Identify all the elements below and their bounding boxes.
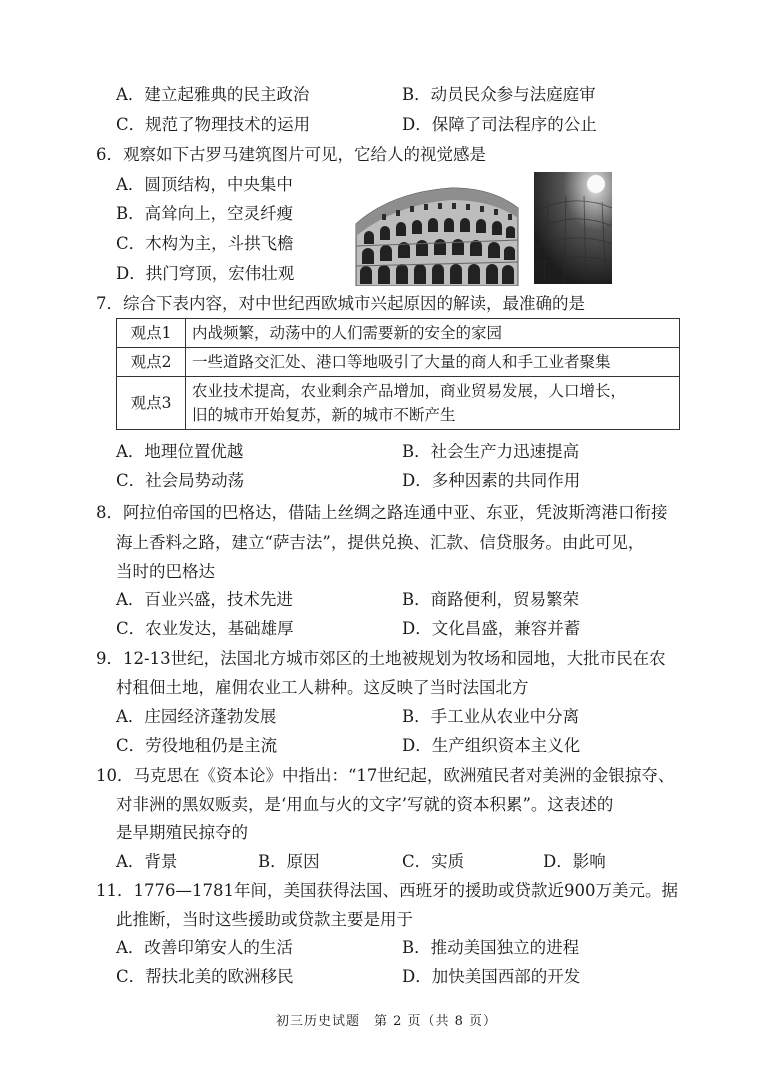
q7-option-a: A．地理位置优越: [116, 442, 244, 461]
page-footer: 初三历史试题 第 2 页（共 8 页）: [275, 1014, 498, 1029]
q8-stem-line2: 海上香料之路，建立“萨吉法”，提供兑换、汇款、信贷服务。由此可见，: [116, 533, 645, 552]
q5-option-a: A．建立起雅典的民主政治: [116, 85, 310, 104]
q11-stem-line1: 11．1776—1781年间，美国获得法国、西班牙的援助或贷款近900万美元。据: [96, 881, 678, 900]
table-cell-value: [186, 377, 680, 430]
q7-option-c: C．社会局势动荡: [116, 471, 245, 490]
table-cell-value: [186, 319, 680, 348]
table-cell-value: [186, 348, 680, 377]
pantheon-image: [534, 172, 612, 284]
q10-option-d: D．影响: [543, 852, 606, 871]
row-text: 内战频繁，动荡中的人们需要新的安全的家园: [192, 324, 503, 342]
q5-option-c: C．规范了物理技术的运用: [116, 115, 311, 134]
q8-option-a: A．百业兴盛，技术先进: [116, 590, 293, 609]
q6-option-d: D．拱门穹顶，宏伟壮观: [116, 264, 295, 283]
q9-option-a: A．庄园经济蓬勃发展: [116, 707, 277, 726]
table-row: [117, 377, 680, 430]
table-row: [117, 348, 680, 377]
table-cell-key: 观点3: [117, 377, 186, 430]
q9-option-b: B．手工业从农业中分离: [402, 707, 580, 726]
q9-option-c: C．劳役地租仍是主流: [116, 736, 278, 755]
q11-option-b: B．推动美国独立的进程: [402, 938, 580, 957]
q6-stem: 6．观察如下古罗马建筑图片可见，它给人的视觉感是: [96, 145, 486, 164]
q10-option-b: B．原因: [258, 852, 320, 871]
row-text: 一些道路交汇处、港口等地吸引了大量的商人和手工业者聚集: [192, 353, 611, 371]
q11-option-c: C．帮扶北美的欧洲移民: [116, 967, 294, 986]
q7-viewpoints-table: [116, 318, 680, 430]
colosseum-image: [352, 178, 522, 286]
table-cell-key: 观点2: [117, 348, 186, 377]
q8-stem-line1: 8．阿拉伯帝国的巴格达，借陆上丝绸之路连通中亚、东亚，凭波斯湾港口衔接: [96, 503, 668, 522]
q9-option-d: D．生产组织资本主义化: [402, 736, 581, 755]
q7-option-d: D．多种因素的共同作用: [402, 471, 581, 490]
q10-stem-line2: 对非洲的黑奴贩卖，是‘用血与火的文字’写就的资本积累”。这表述的: [116, 795, 614, 814]
q10-stem-line1: 10．马克思在《资本论》中指出：“17世纪起，欧洲殖民者对美洲的金银掠夺、: [96, 766, 675, 785]
table-cell-key: 观点1: [117, 319, 186, 348]
q7-option-b: B．社会生产力迅速提高: [402, 442, 580, 461]
q8-option-c: C．农业发达，基础雄厚: [116, 619, 294, 638]
q11-stem-line2: 此推断，当时这些援助或贷款主要是用于: [116, 910, 413, 929]
q10-option-a: A．背景: [116, 852, 178, 871]
q5-option-b: B．动员民众参与法庭庭审: [402, 85, 596, 104]
q10-option-c: C．实质: [402, 852, 465, 871]
q8-option-b: B．商路便利，贸易繁荣: [402, 590, 580, 609]
q10-stem-line3: 是早期殖民掠夺的: [116, 823, 248, 842]
q6-option-a: A．圆顶结构，中央集中: [116, 175, 293, 194]
q7-stem: 7．综合下表内容，对中世纪西欧城市兴起原因的解读，最准确的是: [96, 294, 585, 313]
q9-stem-line2: 村租佃土地，雇佣农业工人耕种。这反映了当时法国北方: [116, 678, 529, 697]
q5-option-d: D．保障了司法程序的公止: [402, 115, 597, 134]
row-text-line1: 农业技术提高，农业剩余产品增加，商业贸易发展，人口增长，: [192, 382, 627, 400]
q6-option-b: B．高耸向上，空灵纤瘦: [116, 204, 294, 223]
q8-stem-line3: 当时的巴格达: [116, 562, 215, 581]
q8-option-d: D．文化昌盛，兼容并蓄: [402, 619, 581, 638]
q11-option-d: D．加快美国西部的开发: [402, 967, 581, 986]
q9-stem-line1: 9．12-13世纪，法国北方城市郊区的土地被规划为牧场和园地，大批市民在农: [96, 649, 666, 668]
q6-option-c: C．木构为主，斗拱飞檐: [116, 234, 294, 253]
row-text-line2: 旧的城市开始复苏，新的城市不断产生: [192, 406, 456, 424]
table-row: [117, 319, 680, 348]
q11-option-a: A．改善印第安人的生活: [116, 938, 293, 957]
